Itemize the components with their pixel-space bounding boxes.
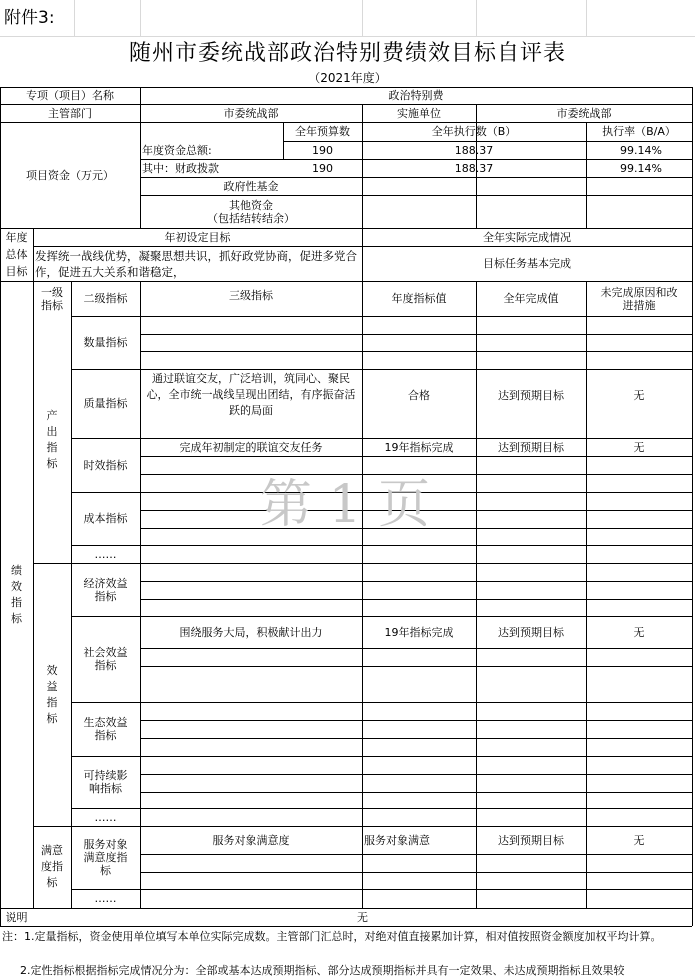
satisfaction-reason: 无 (633, 833, 645, 847)
funds-row-rate: 99.14% (620, 143, 662, 157)
explanation-label: 说明 (5, 910, 28, 924)
social-level3: 围绕服务大局，积极献计出力 (179, 625, 323, 639)
level2-economic: 经济效益 指标 (83, 576, 128, 603)
quality-reason: 无 (633, 388, 645, 402)
funds-row-budget: 190 (312, 161, 333, 175)
page-watermark: 第 1 页 (259, 474, 431, 535)
social-actual: 达到预期目标 (498, 625, 564, 639)
level1-output: 产 出 指 标 (46, 408, 58, 470)
funds-row-exec: 188.37 (454, 161, 494, 175)
attachment-label: 附件3: (4, 7, 55, 28)
timeliness-level3: 完成年初制定的联谊交友任务 (179, 440, 323, 454)
level2-satisfaction: 服务对象 满意度指 标 (83, 838, 128, 877)
col-annual-execution: 全年执行数（B） (431, 125, 517, 138)
funds-label: 项目资金（万元） (26, 168, 114, 182)
quality-actual: 达到预期目标 (498, 388, 564, 402)
initial-target-text: 发挥统一战线优势，凝聚思想共识，抓好政党协商，促进多党合作，促进五大关系和谐稳定， (35, 248, 357, 279)
social-reason: 无 (633, 625, 645, 639)
quality-target: 合格 (408, 388, 430, 402)
level2-social: 社会效益 指标 (83, 646, 128, 672)
header-actual: 全年完成值 (503, 292, 559, 305)
header-target: 年度指标值 (391, 292, 447, 305)
document-year: （2021年度） (308, 71, 387, 85)
level2-cost: 成本指标 (83, 512, 128, 525)
level2-timeliness: 时效指标 (83, 458, 128, 472)
initial-target-header: 年初设定目标 (164, 230, 231, 244)
satisfaction-level3: 服务对象满意度 (212, 833, 290, 847)
header-level1: 一级 指标 (41, 285, 63, 312)
impl-unit-label: 实施单位 (397, 106, 441, 120)
grid-line (74, 0, 75, 36)
overall-target-label: 年度 总体 目标 (5, 231, 28, 278)
level2-ellipsis: …… (94, 547, 117, 561)
header-level3: 三级指标 (229, 289, 273, 302)
col-execution-rate: 执行率（B/A） (602, 125, 676, 138)
impl-unit-value: 市委统战部 (556, 106, 612, 120)
timeliness-target: 19年指标完成 (384, 440, 454, 454)
note-1: 注：1.定量指标，资金使用单位填写本单位实际完成数。主管部门汇总时，对绝对值直接累加计算，相对值按照资金额度加权平均计算。 (2, 930, 662, 943)
timeliness-reason: 无 (633, 440, 645, 454)
funds-row-budget: 190 (312, 143, 333, 157)
funds-row-rate: 99.14% (620, 161, 662, 175)
level2-ellipsis: …… (94, 810, 117, 824)
quality-level3: 通过联谊交友，广泛培训，筑同心、聚民心，全市统一战线呈现出团结，有序振奋活跃的局面 (146, 372, 356, 417)
performance-indicators-label: 绩 效 指 标 (11, 563, 22, 625)
timeliness-actual: 达到预期目标 (498, 440, 564, 454)
grid-line (476, 0, 477, 36)
level2-ellipsis: …… (94, 892, 117, 905)
level2-quality: 质量指标 (83, 397, 128, 410)
satisfaction-target: 服务对象满意 (364, 833, 430, 847)
project-name-value: 政治特别费 (388, 89, 444, 102)
grid-line (586, 0, 587, 36)
grid-line (140, 0, 141, 36)
actual-completion-header: 全年实际完成情况 (483, 230, 571, 244)
header-reason: 未完成原因和改 进措施 (600, 285, 678, 312)
header-level2: 二级指标 (83, 292, 128, 305)
funds-row-label: 其他资金 （包括结转结余） (207, 198, 295, 225)
actual-completion-text: 目标任务基本完成 (483, 257, 571, 270)
funds-row-label: 年度资金总额: (142, 143, 212, 157)
funds-row-exec: 188.37 (454, 143, 494, 157)
level2-quantity: 数量指标 (83, 336, 128, 349)
document-title: 随州市委统战部政治特别费绩效目标自评表 (128, 40, 566, 66)
level1-benefit: 效 益 指 标 (46, 663, 58, 725)
project-name-label: 专项（项目）名称 (26, 89, 114, 102)
social-target: 19年指标完成 (384, 625, 454, 639)
col-annual-budget: 全年预算数 (295, 125, 350, 138)
funds-row-label: 其中：财政拨款 (142, 161, 219, 175)
funds-row-label: 政府性基金 (223, 179, 279, 193)
level2-sustainable: 可持续影 响指标 (83, 769, 128, 795)
grid-line (362, 0, 363, 36)
manager-dept-value: 市委统战部 (223, 106, 279, 120)
explanation-value: 无 (357, 910, 368, 924)
note-2: 2.定性指标根据指标完成情况分为：全部或基本达成预期指标、部分达成预期指标并具有一定效果、未达成预期指标且效果较 (20, 964, 625, 977)
manager-dept-label: 主管部门 (48, 106, 92, 120)
satisfaction-actual: 达到预期目标 (498, 833, 564, 847)
level2-ecological: 生态效益 指标 (83, 716, 128, 742)
level1-satisfaction: 满意 度指 标 (41, 844, 63, 889)
